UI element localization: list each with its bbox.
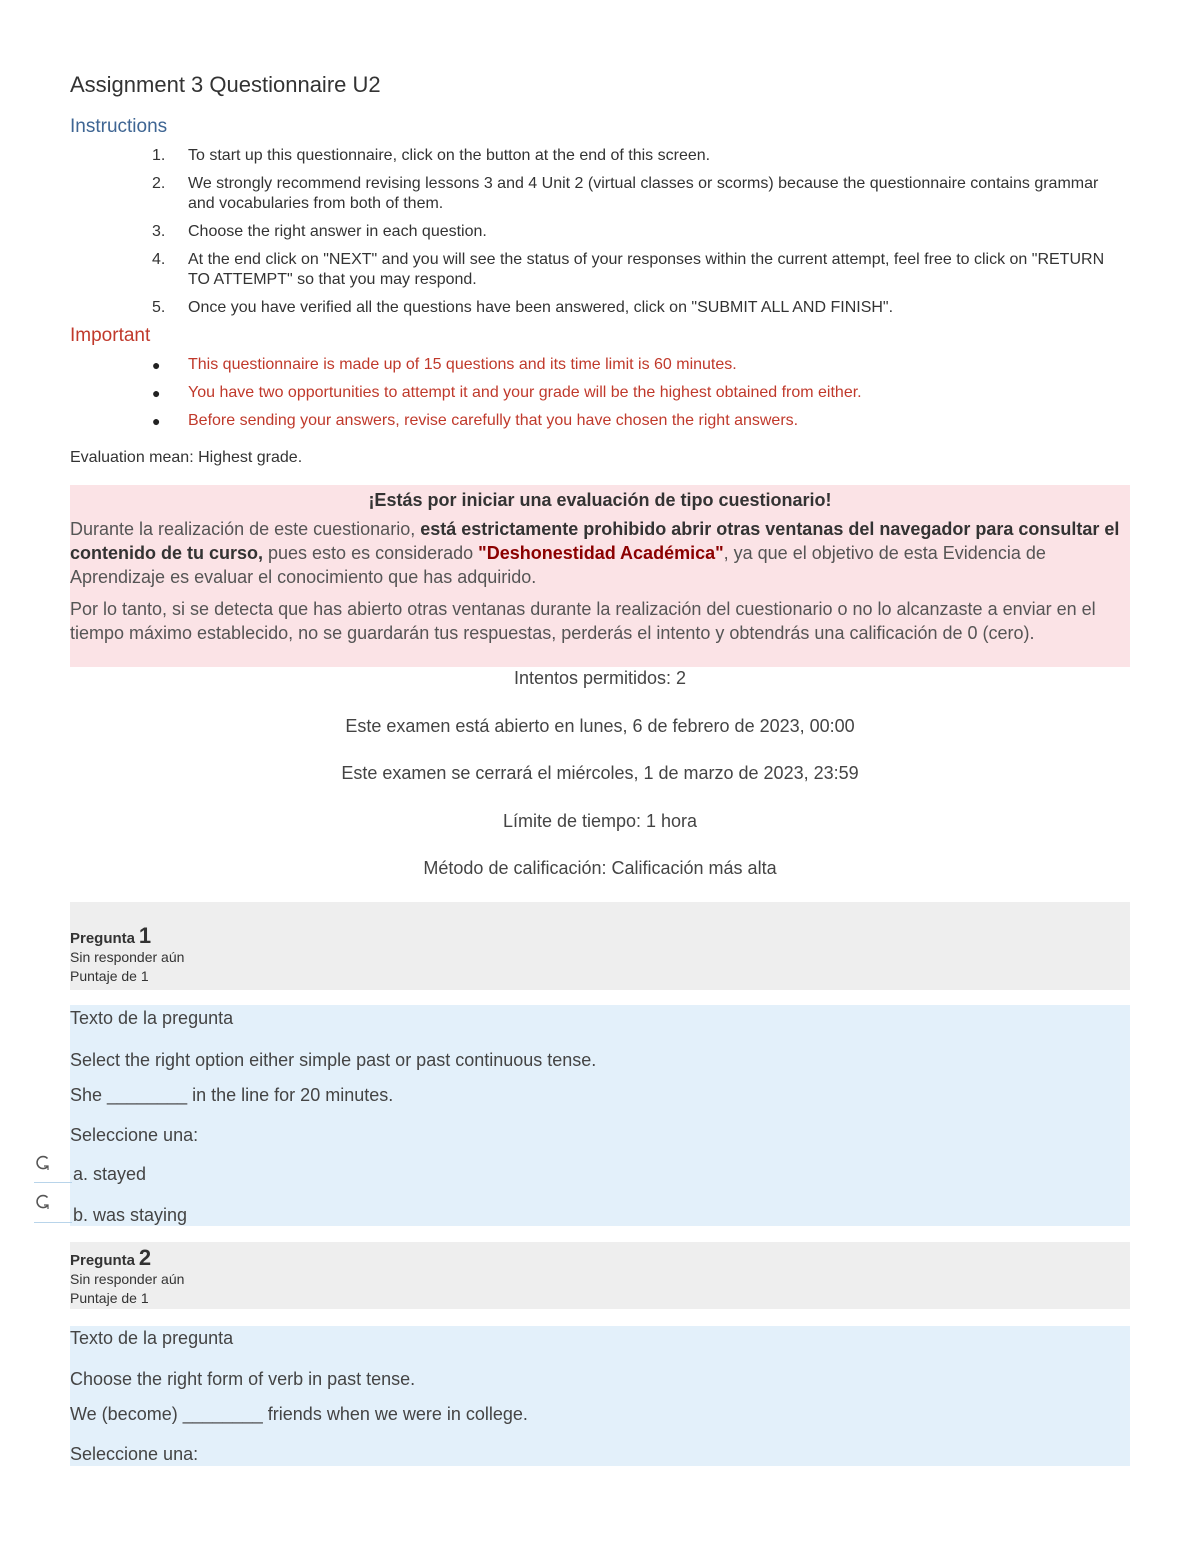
question-number: 2 — [138, 1245, 152, 1270]
question-sentence: We (become) ________ friends when we were in college. — [70, 1404, 528, 1424]
warning-title: ¡Estás por iniciar una evaluación de tipo cuestionario! — [368, 490, 832, 510]
option-b[interactable]: b. was staying — [73, 1205, 188, 1225]
instruction-item: 4. At the end click on "NEXT" and you will see the status of your responses within the current attempt, feel free to click on "RETURN TO ATTEMPT" so that you may respond. — [152, 251, 1105, 288]
important-list — [70, 355, 1110, 439]
option-a[interactable]: a. stayed — [73, 1164, 147, 1184]
instruction-item: 1. To start up this questionnaire, click on the button at the end of this screen. — [152, 147, 711, 164]
question-prompt: Select the right option either simple past or past continuous tense. — [70, 1050, 597, 1070]
academic-honesty-warning — [70, 485, 1130, 667]
instructions-heading: Instructions — [70, 116, 168, 137]
attempts-allowed: Intentos permitidos: 2 — [513, 668, 687, 688]
evaluation-mean: Evaluation mean: Highest grade. — [70, 449, 303, 466]
important-item: ● You have two opportunities to attempt it and your grade will be the highest obtained from either. — [152, 384, 862, 401]
radio-option-b[interactable] — [34, 1193, 52, 1211]
instruction-item: 5. Once you have verified all the questions have been answered, click on "SUBMIT ALL AND FINISH". — [152, 299, 894, 316]
question-sentence: She ________ in the line for 20 minutes. — [70, 1085, 394, 1105]
question-prompt: Choose the right form of verb in past tense. — [70, 1369, 416, 1389]
question-1-content — [70, 1005, 1130, 1226]
time-limit: Límite de tiempo: 1 hora — [502, 811, 698, 831]
question-text-heading: Texto de la pregunta — [70, 1008, 234, 1028]
bullet-icon: ● — [152, 357, 161, 373]
important-heading: Important — [70, 325, 151, 346]
grading-method: Método de calificación: Calificación más alta — [423, 858, 777, 878]
quiz-close-date: Este examen se cerrará el miércoles, 1 de marzo de 2023, 23:59 — [341, 763, 859, 783]
select-one-label: Seleccione una: — [70, 1444, 199, 1464]
question-score: Puntaje de 1 — [70, 1290, 149, 1306]
page-title: Assignment 3 Questionnaire U2 — [70, 72, 381, 97]
warning-paragraph-1: Durante la realización de este cuestionario, está estrictamente prohibido abrir otras ventanas del navegador para consultar el contenido de tu curso, pues esto es considerado "Deshonestidad Académica", ya que el objetivo de esta Evidencia de Aprendizaje es evaluar el conocimiento que has adquirido. — [70, 519, 1120, 587]
instruction-item: 2. We strongly recommend revising lessons 3 and 4 Unit 2 (virtual classes or scorms) because the questionnaire contains grammar and vocabularies from both of them. — [152, 175, 1099, 212]
question-score: Puntaje de 1 — [70, 968, 149, 984]
question-1-info: Pregunta 1 Sin responder aún Puntaje de 1 — [70, 902, 1130, 990]
quiz-open-date: Este examen está abierto en lunes, 6 de febrero de 2023, 00:00 — [345, 716, 855, 736]
question-text-heading: Texto de la pregunta — [70, 1328, 234, 1348]
important-item: ● Before sending your answers, revise carefully that you have chosen the right answers. — [152, 412, 799, 429]
instruction-item: 3. Choose the right answer in each question. — [152, 223, 487, 240]
bullet-icon: ● — [152, 413, 161, 429]
select-one-label: Seleccione una: — [70, 1125, 199, 1145]
instructions-list — [70, 146, 1110, 326]
question-number: 1 — [138, 923, 152, 948]
question-2-info: Pregunta 2 Sin responder aún Puntaje de 1 — [70, 1242, 1130, 1309]
warning-paragraph-2: Por lo tanto, si se detecta que has abierto otras ventanas durante la realización del cuestionario o no lo alcanzaste a enviar en el tiempo máximo establecido, no se guardarán tus respuestas, perderás el intento y obtendrás una calificación de 0 (cero). — [70, 599, 1096, 643]
question-2-content — [70, 1326, 1130, 1466]
important-item: ● This questionnaire is made up of 15 questions and its time limit is 60 minutes. — [152, 356, 737, 373]
question-status: Sin responder aún — [70, 1271, 185, 1287]
bullet-icon: ● — [152, 385, 161, 401]
radio-option-a[interactable] — [34, 1154, 52, 1172]
question-status: Sin responder aún — [70, 949, 185, 965]
